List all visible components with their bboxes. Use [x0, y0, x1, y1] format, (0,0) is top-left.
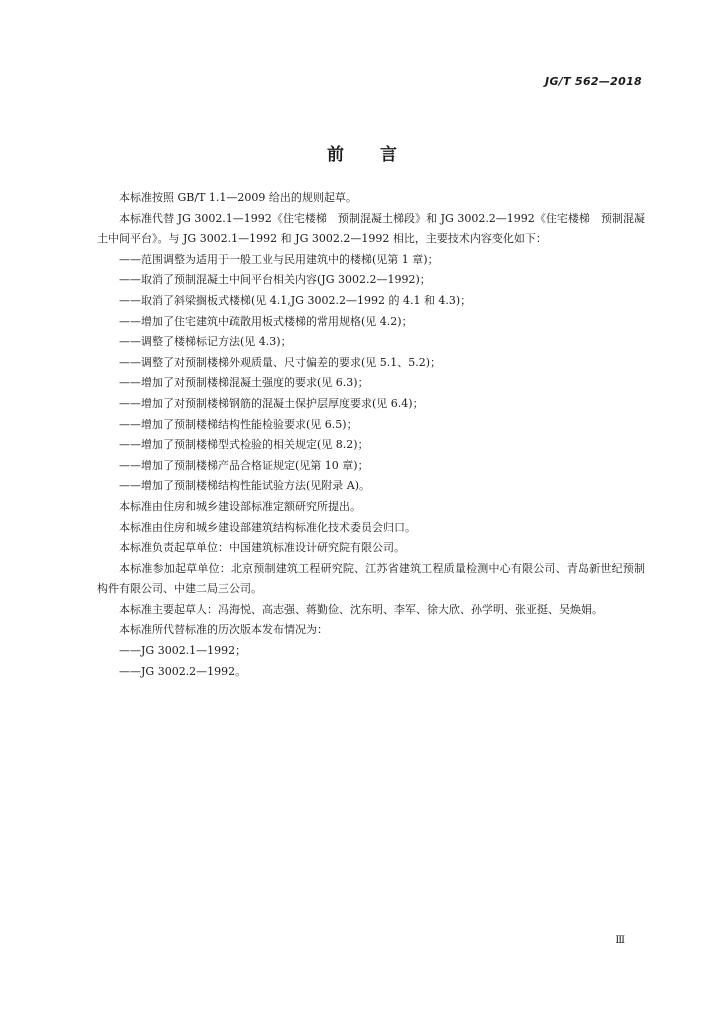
list-item: ——增加了住宅建筑中疏散用板式楼梯的常用规格(见 4.2)； — [119, 314, 413, 328]
changes-list — [97, 250, 645, 497]
list-item: ——取消了斜梁搁板式楼梯(见 4.1,JG 3002.2—1992 的 4.1 和 4.3)； — [119, 293, 472, 307]
drafters-paragraph: 本标准主要起草人：冯海悦、高志强、蒋勤俭、沈东明、李军、徐大欣、孙学明、张亚挺、吴焕娟。 — [119, 602, 603, 616]
intro-paragraph-2: 本标准代替 JG 3002.1—1992《住宅楼梯 预制混凝土梯段》和 JG 3002.2—1992《住宅楼梯 预制混凝土中间平台》。与 JG 3002.1—1992 和 JG 3002.2—1992 相比，主要技术内容变化如下： — [97, 211, 645, 246]
list-item: ——增加了对预制楼梯混凝土强度的要求(见 6.3)； — [119, 376, 369, 390]
history-list — [97, 641, 645, 682]
list-item: ——调整了对预制楼梯外观质量、尺寸偏差的要求(见 5.1、5.2)； — [119, 355, 442, 369]
preface-body — [97, 188, 645, 682]
list-item: ——增加了对预制楼梯钢筋的混凝土保护层厚度要求(见 6.4)； — [119, 396, 424, 410]
list-item: ——增加了预制楼梯结构性能试验方法(见附录 A)。 — [119, 479, 371, 493]
list-item: ——取消了预制混凝土中间平台相关内容(JG 3002.2—1992)； — [119, 273, 431, 287]
list-item: ——增加了预制楼梯产品合格证规定(见第 10 章)； — [119, 458, 369, 472]
list-item: ——调整了楼梯标记方法(见 4.3)； — [119, 335, 292, 349]
standard-code: JG/T 562—2018 — [545, 75, 642, 88]
managed-by-paragraph: 本标准由住房和城乡建设部建筑结构标准化技术委员会归口。 — [119, 520, 416, 534]
list-item: ——增加了预制楼梯结构性能检验要求(见 6.5)； — [119, 417, 358, 431]
list-item: ——增加了预制楼梯型式检验的相关规定(见 8.2)； — [119, 438, 369, 452]
list-item: ——JG 3002.2—1992。 — [119, 664, 247, 678]
list-item: ——范围调整为适用于一般工业与民用建筑中的楼梯(见第 1 章)； — [119, 252, 439, 266]
drafting-unit-paragraph: 本标准负责起草单位：中国建筑标准设计研究院有限公司。 — [119, 541, 405, 555]
proposed-by-paragraph: 本标准由住房和城乡建设部标准定额研究所提出。 — [119, 499, 361, 513]
participating-units-paragraph: 本标准参加起草单位：北京预制建筑工程研究院、江苏省建筑工程质量检测中心有限公司、青岛新世纪预制构件有限公司、中建二局三公司。 — [97, 561, 645, 596]
history-intro-paragraph: 本标准所代替标准的历次版本发布情况为： — [119, 623, 328, 637]
page-number: Ⅲ — [615, 935, 625, 946]
intro-paragraph-1: 本标准按照 GB/T 1.1—2009 给出的规则起草。 — [119, 191, 357, 204]
page-title: 前言 — [327, 145, 433, 165]
list-item: ——JG 3002.1—1992； — [119, 644, 247, 658]
